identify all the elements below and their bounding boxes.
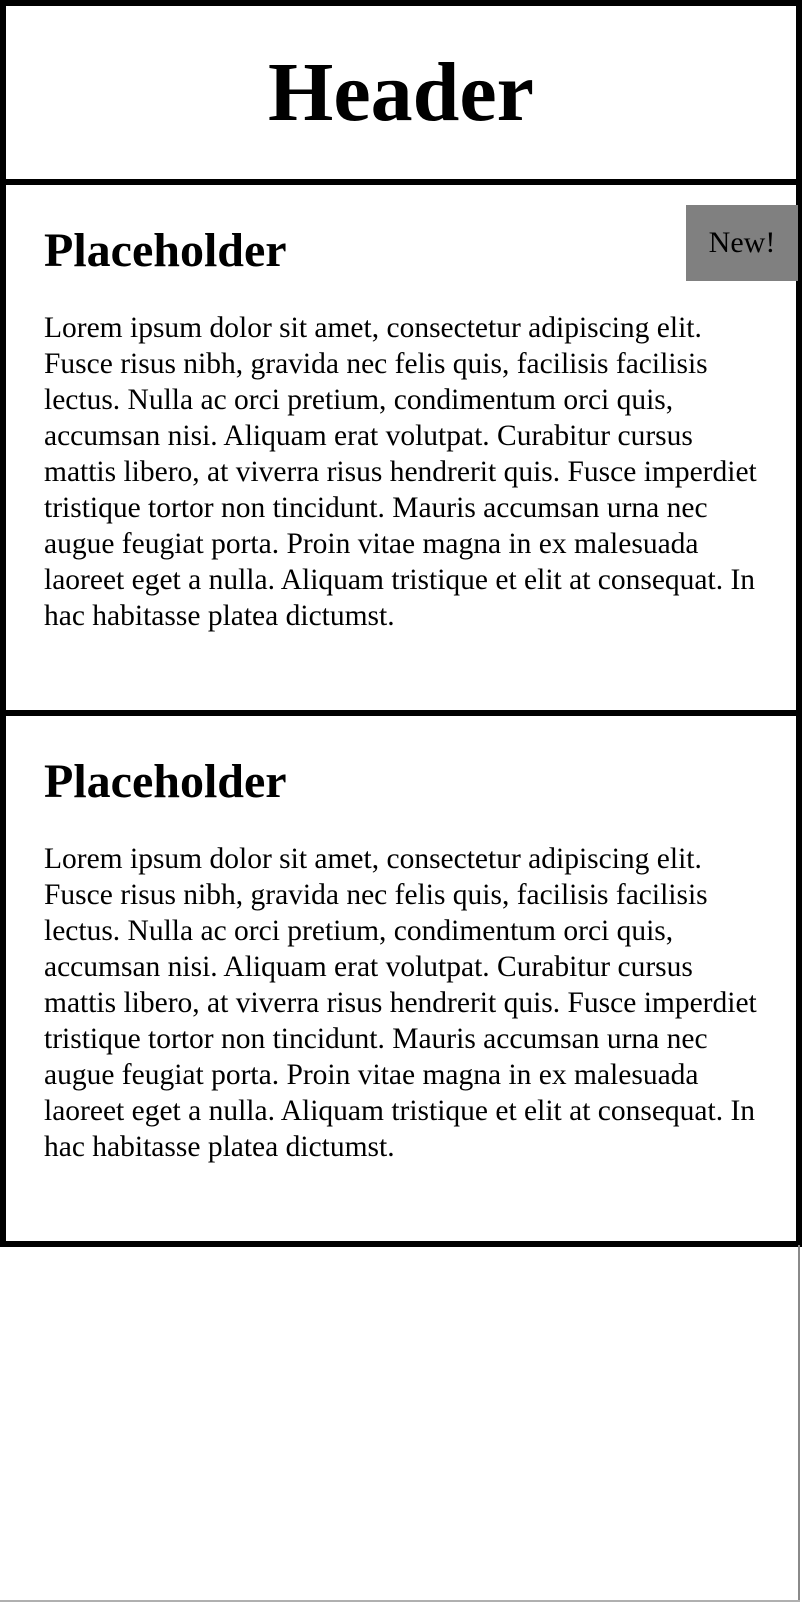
window-right-edge [798,1245,800,1602]
article-heading: Placeholder [44,224,287,277]
article-heading: Placeholder [44,755,287,808]
article-body: Lorem ipsum dolor sit amet, consectetur adipiscing elit. Fusce risus nibh, gravida nec felis quis, facilisis facilisis lectus. Nulla ac orci pretium, condimentum orci quis, accumsan nisi. Aliquam erat volutpat. Curabitur cursus mattis libero, at viverra risus hendrerit quis. Fusce imperdiet tristique tortor non tincidunt. Mauris accumsan urna nec augue feugiat porta. Proin vitae magna in ex malesuada laoreet eget a nulla. Aliquam tristique et elit at consequat. In hac habitasse platea dictumst. [44,842,757,1163]
article-card [0,185,802,716]
article-card [0,716,802,1247]
article-body: Lorem ipsum dolor sit amet, consectetur adipiscing elit. Fusce risus nibh, gravida nec felis quis, facilisis facilisis lectus. Nulla ac orci pretium, condimentum orci quis, accumsan nisi. Aliquam erat volutpat. Curabitur cursus mattis libero, at viverra risus hendrerit quis. Fusce imperdiet tristique tortor non tincidunt. Mauris accumsan urna nec augue feugiat porta. Proin vitae magna in ex malesuada laoreet eget a nulla. Aliquam tristique et elit at consequat. In hac habitasse platea dictumst. [44,311,757,632]
page-header [0,0,802,185]
new-badge: New! [686,205,798,281]
page-title: Header [268,45,534,139]
